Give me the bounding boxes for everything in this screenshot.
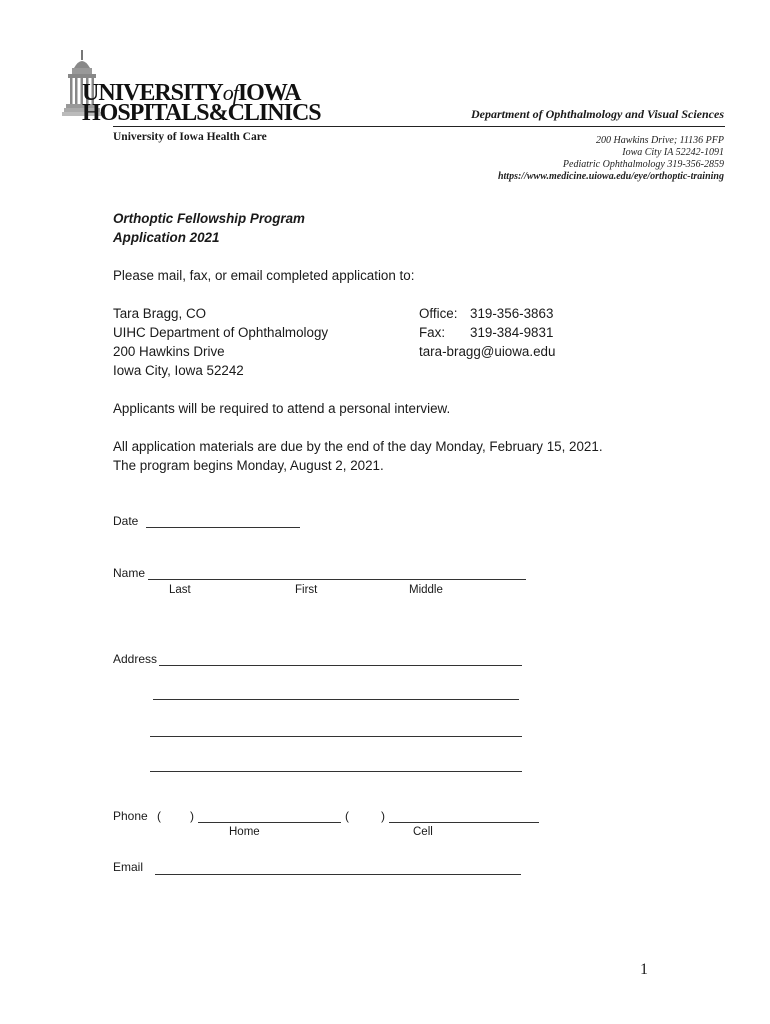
interview-notice: Applicants will be required to attend a personal interview. [113,401,451,416]
address-label: Address [113,652,158,666]
phone-cell-paren-close: ) [381,809,385,823]
address-field-line-3[interactable] [150,736,522,737]
email-label: Email [113,860,144,874]
phone-home-paren-open: ( [157,809,161,823]
website-url[interactable]: https://www.medicine.uiowa.edu/eye/orthoptic-training [497,171,724,182]
name-label: Name [113,566,146,580]
phone-home-label: Home [229,826,260,838]
application-year: Application 2021 [113,230,220,245]
phone-cell-label: Cell [413,826,433,838]
address-field-line-1[interactable] [159,665,522,666]
name-last-label: Last [169,584,191,596]
phone-cell-field[interactable] [389,822,539,823]
address-line: 200 Hawkins Drive; 11136 PFP [596,135,724,146]
send-to-instruction: Please mail, fax, or email completed application to: [113,268,415,283]
department-name: Department of Ophthalmology and Visual Sciences [470,107,724,121]
header-rule [113,126,725,127]
health-care-label: University of Iowa Health Care [113,131,267,143]
contact-email[interactable]: tara-bragg@uiowa.edu [419,344,556,359]
contact-name: Tara Bragg, CO [113,306,207,321]
fax-label: Fax: [419,325,446,340]
name-middle-label: Middle [409,584,443,596]
office-label: Office: [419,306,458,321]
page-number: 1 [640,961,648,978]
contact-city: Iowa City, Iowa 52242 [113,363,244,378]
phone-home-field[interactable] [198,822,341,823]
name-field[interactable] [148,579,526,580]
contact-department: UIHC Department of Ophthalmology [113,325,329,340]
address-field-line-2[interactable] [153,699,519,700]
logo-text-university: UNIVERSITYofIOWA [82,80,301,106]
contact-street: 200 Hawkins Drive [113,344,225,359]
phone-home-paren-close: ) [190,809,194,823]
name-first-label: First [295,584,318,596]
address-line: Iowa City IA 52242-1091 [622,147,724,158]
logo-text-hospitals: HOSPITALS&CLINICS [82,100,321,126]
office-number: 319-356-3863 [470,306,554,321]
date-field[interactable] [146,527,300,528]
program-title: Orthoptic Fellowship Program [113,211,305,226]
fax-number: 319-384-9831 [470,325,554,340]
address-field-line-4[interactable] [150,771,522,772]
phone-cell-paren-open: ( [345,809,349,823]
due-date-notice: All application materials are due by the end of the day Monday, February 15, 2021. [113,439,603,454]
phone-label: Phone [113,809,148,823]
address-line: Pediatric Ophthalmology 319-356-2859 [562,159,724,170]
date-label: Date [113,514,139,528]
program-start-notice: The program begins Monday, August 2, 2021. [113,458,384,473]
email-field[interactable] [155,874,521,875]
